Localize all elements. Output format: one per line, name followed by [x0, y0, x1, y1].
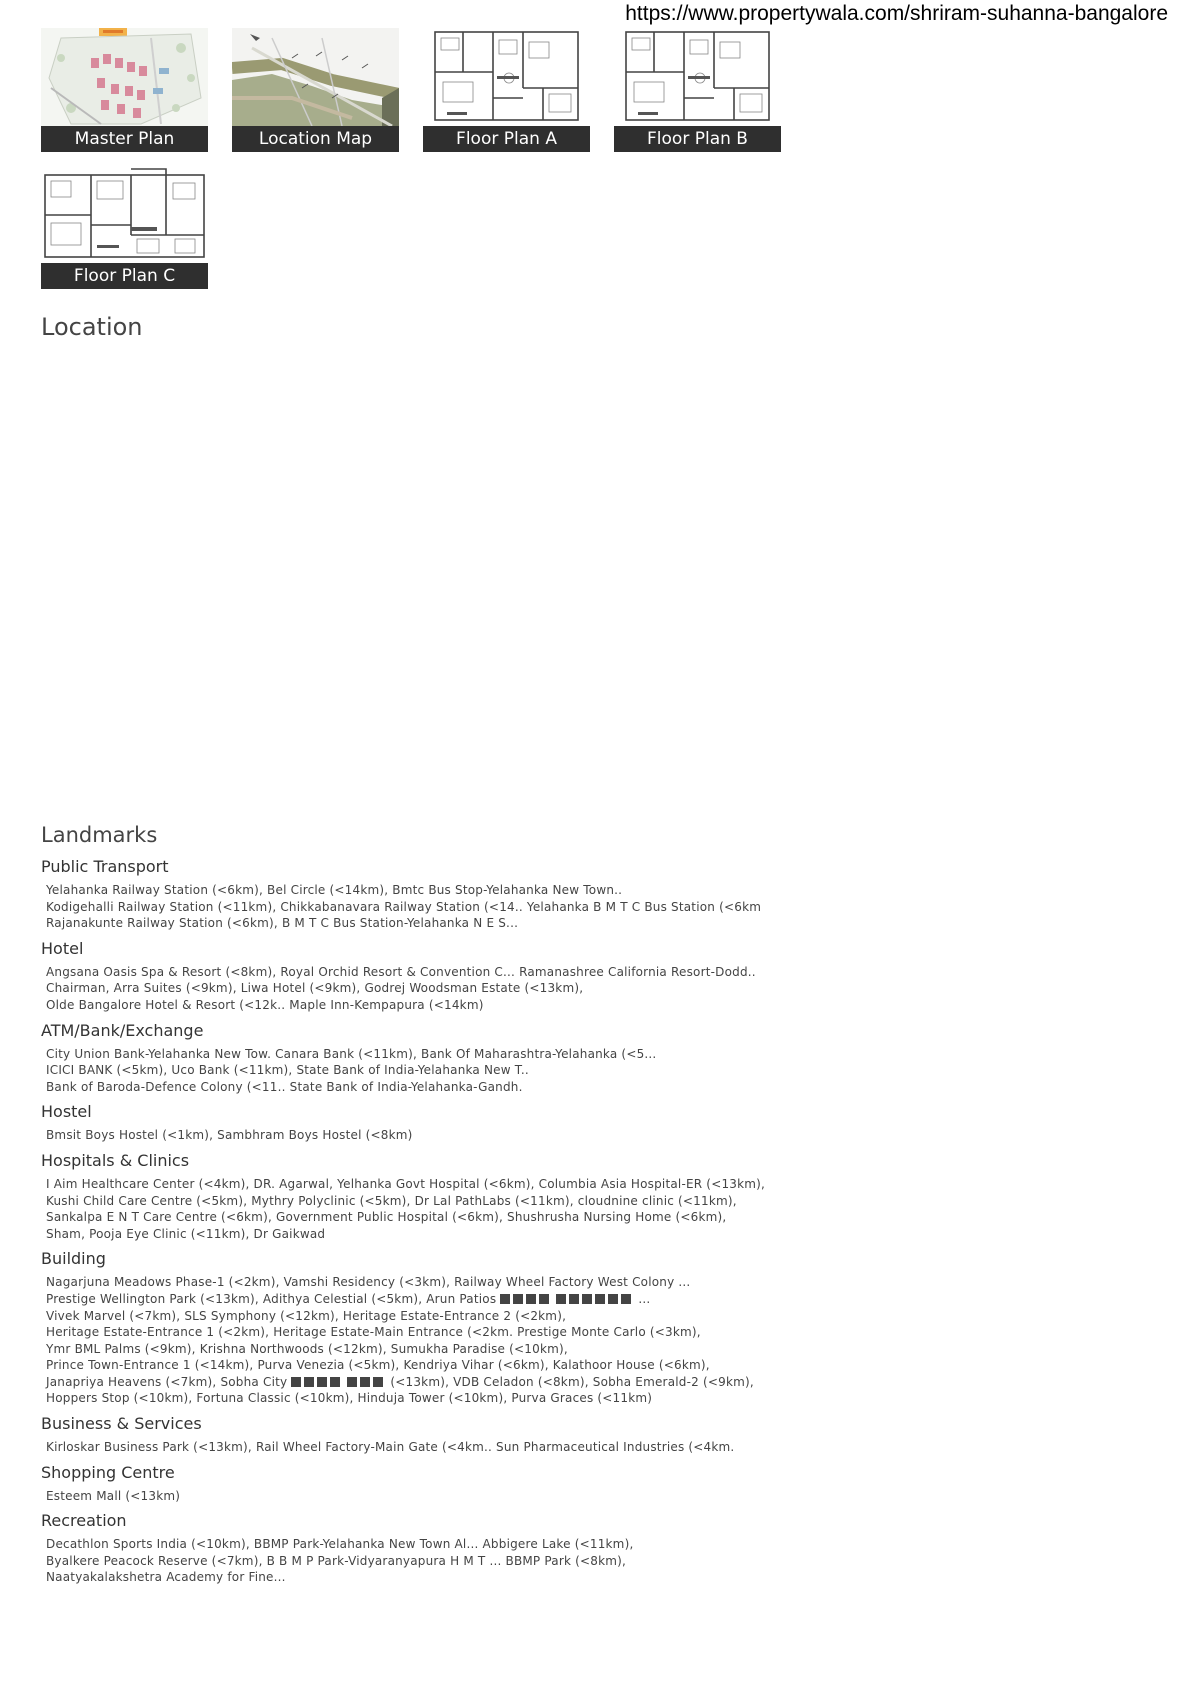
gallery-item-floor-plan-b[interactable] [614, 28, 781, 152]
gallery-item-floor-plan-c[interactable] [41, 165, 208, 289]
landmark-line: Prestige Wellington Park (<13km), Adithya Celestial (<5km), Arun Patios ... [46, 1291, 651, 1306]
landmark-category-title: Hospitals & Clinics [41, 1150, 190, 1170]
landmark-line: I Aim Healthcare Center (<4km), DR. Agarwal, Yelhanka Govt Hospital (<6km), Columbia Asia Hospital-ER (<13km), [46, 1176, 766, 1191]
floor-plan-thumbnail[interactable] [423, 28, 590, 126]
landmark-line: Yelahanka Railway Station (<6km), Bel Circle (<14km), Bmtc Bus Stop-Yelahanka New Town.. [46, 883, 623, 897]
landmark-list [41, 1439, 1141, 1456]
master-plan-thumbnail[interactable] [41, 28, 208, 126]
redacted-text [347, 1375, 386, 1389]
landmark-line: Janapriya Heavens (<7km), Sobha City (<13km), VDB Celadon (<8km), Sobha Emerald-2 (<9km), [46, 1374, 754, 1389]
landmark-category [41, 1414, 1141, 1456]
landmark-category-title: Hotel [41, 938, 84, 958]
landmark-line: Naatyakalakshetra Academy for Fine... [46, 1570, 286, 1585]
landmark-category-title: Business & Services [41, 1414, 202, 1434]
landmark-category [41, 1021, 1141, 1096]
landmark-line: Bmsit Boys Hostel (<1km), Sambhram Boys Hostel (<8km) [46, 1128, 413, 1143]
landmark-category-title: Recreation [41, 1511, 127, 1531]
landmark-category [41, 857, 1141, 932]
redacted-text [291, 1375, 343, 1389]
landmark-category [41, 1249, 1141, 1407]
landmark-line: City Union Bank-Yelahanka New Tow. Canara Bank (<11km), Bank Of Maharashtra-Yelahanka (<5... [46, 1046, 657, 1061]
landmark-list [41, 882, 1141, 932]
gallery-caption: Floor Plan B [614, 126, 781, 152]
landmark-line: Sankalpa E N T Care Centre (<6km), Government Public Hospital (<6km), Shushrusha Nursing Home (<6km), [46, 1210, 727, 1225]
gallery-item-floor-plan-a[interactable] [423, 28, 590, 152]
landmark-line: Rajanakunte Railway Station (<6km), B M T C Bus Station-Yelahanka N E S... [46, 916, 519, 931]
landmark-list [41, 1127, 1141, 1144]
landmark-line: Hoppers Stop (<10km), Fortuna Classic (<10km), Hinduja Tower (<10km), Purva Graces (<11km) [46, 1391, 653, 1406]
landmark-category-title: Shopping Centre [41, 1462, 175, 1482]
landmark-line: Kushi Child Care Centre (<5km), Mythry Polyclinic (<5km), Dr Lal PathLabs (<11km), cloudnine clinic (<11km), [46, 1193, 737, 1208]
floor-plan-thumbnail[interactable] [614, 28, 781, 126]
landmark-line: Olde Bangalore Hotel & Resort (<12k.. Maple Inn-Kempapura (<14km) [46, 997, 484, 1012]
landmark-category [41, 939, 1141, 1014]
landmark-category [41, 1102, 1141, 1144]
landmark-list [41, 1274, 1141, 1407]
landmark-category-title: ATM/Bank/Exchange [41, 1020, 204, 1040]
landmark-line: ICICI BANK (<5km), Uco Bank (<11km), State Bank of India-Yelahanka New T.. [46, 1063, 529, 1078]
redacted-text [556, 1292, 634, 1306]
landmark-line: Kirloskar Business Park (<13km), Rail Wheel Factory-Main Gate (<4km.. Sun Pharmaceutical Industries (<4km. [46, 1440, 735, 1455]
landmark-line: Angsana Oasis Spa & Resort (<8km), Royal Orchid Resort & Convention C... Ramanashree California Resort-Dodd.. [46, 964, 756, 979]
landmark-category-title: Public Transport [41, 857, 169, 876]
landmark-line: Sham, Pooja Eye Clinic (<11km), Dr Gaikwad [46, 1226, 326, 1241]
landmark-list [41, 1488, 1141, 1505]
landmark-line: Bank of Baroda-Defence Colony (<11.. State Bank of India-Yelahanka-Gandh. [46, 1079, 523, 1094]
landmark-list [41, 1046, 1141, 1096]
redacted-text [500, 1292, 552, 1306]
landmark-category-title: Building [41, 1249, 106, 1269]
page-url[interactable]: https://www.propertywala.com/shriram-suhanna-bangalore [625, 2, 1168, 25]
location-map-thumbnail[interactable] [232, 28, 399, 126]
gallery-caption: Floor Plan A [423, 126, 590, 152]
landmark-line: Prince Town-Entrance 1 (<14km), Purva Venezia (<5km), Kendriya Vihar (<6km), Kalathoor House (<6km), [46, 1358, 710, 1373]
landmark-list [41, 964, 1141, 1014]
landmark-category [41, 1511, 1141, 1586]
landmark-line: Heritage Estate-Entrance 1 (<2km), Heritage Estate-Main Entrance (<2km. Prestige Monte Carlo (<3km), [46, 1325, 701, 1340]
landmark-category-title: Hostel [41, 1102, 92, 1122]
landmark-line: Esteem Mall (<13km) [46, 1488, 181, 1503]
landmark-category [41, 1151, 1141, 1242]
landmark-category-list [41, 857, 1141, 1586]
landmark-list [41, 1176, 1141, 1242]
landmark-line: Kodigehalli Railway Station (<11km), Chikkabanavara Railway Station (<14.. Yelahanka B M T C Bus Station (<6km [46, 899, 762, 914]
landmark-line: Nagarjuna Meadows Phase-1 (<2km), Vamshi Residency (<3km), Railway Wheel Factory West Colony ... [46, 1275, 691, 1290]
landmark-line: Vivek Marvel (<7km), SLS Symphony (<12km), Heritage Estate-Entrance 2 (<2km), [46, 1308, 567, 1323]
gallery-caption: Master Plan [41, 126, 208, 152]
gallery-item-master-plan[interactable] [41, 28, 208, 152]
landmark-line: Chairman, Arra Suites (<9km), Liwa Hotel (<9km), Godrej Woodsman Estate (<13km), [46, 981, 584, 996]
landmarks-section [41, 823, 1141, 1593]
landmarks-heading: Landmarks [41, 823, 158, 847]
landmark-list [41, 1536, 1141, 1586]
gallery-item-location-map[interactable] [232, 28, 399, 152]
floor-plan-thumbnail[interactable] [41, 165, 208, 263]
location-heading: Location [41, 313, 143, 341]
landmark-line: Byalkere Peacock Reserve (<7km), B B M P Park-Vidyaranyapura H M T ... BBMP Park (<8km), [46, 1553, 627, 1568]
landmark-category [41, 1463, 1141, 1505]
gallery-caption: Location Map [232, 126, 399, 152]
landmark-line: Ymr BML Palms (<9km), Krishna Northwoods (<12km), Sumukha Paradise (<10km), [46, 1341, 568, 1356]
gallery-caption: Floor Plan C [41, 263, 208, 289]
landmark-line: Decathlon Sports India (<10km), BBMP Park-Yelahanka New Town Al... Abbigere Lake (<11km), [46, 1537, 634, 1552]
